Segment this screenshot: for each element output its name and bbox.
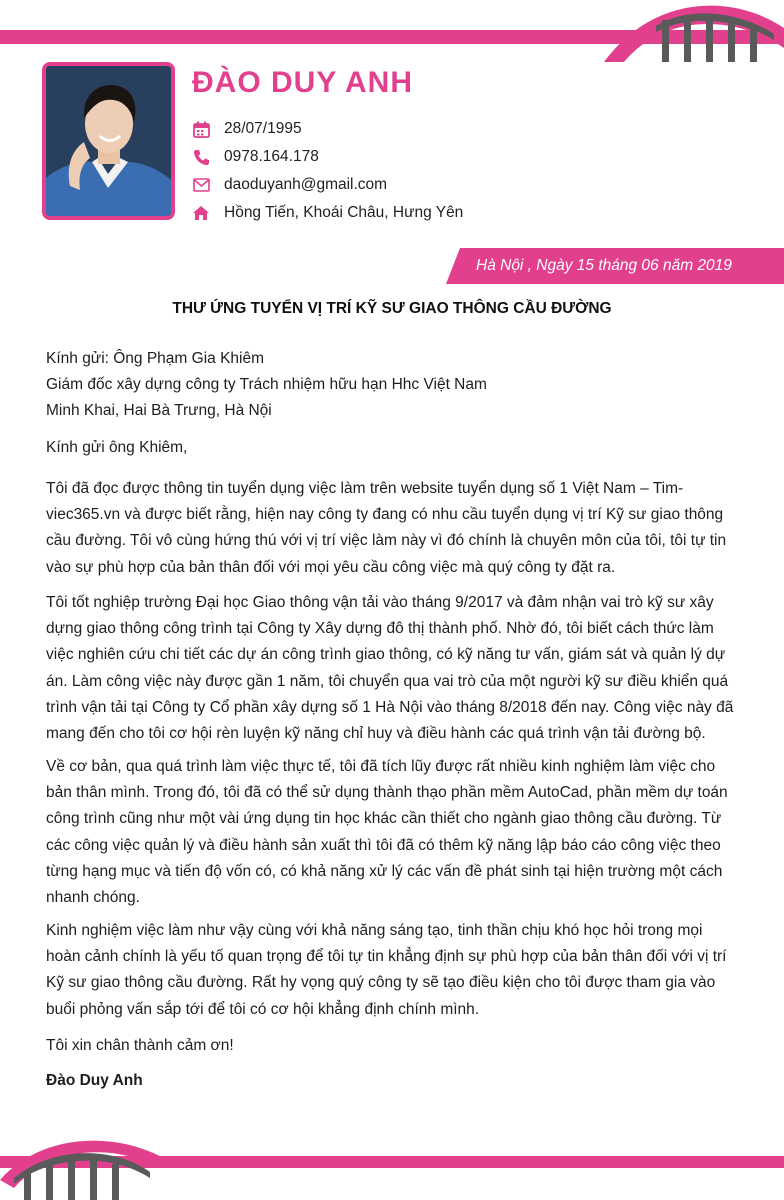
paragraph-line: vào sự phù hợp của bản thân đối với mọi yêu cầu công việc mà quý công ty đặt ra. (46, 558, 616, 576)
profile-photo (42, 62, 175, 220)
paragraph-line: các công việc quản lý và điều hành sản xuất thì tôi đã có thêm kỹ năng lập báo cáo công việc theo (46, 836, 721, 854)
paragraph-line: trình vận tải tại Công ty Cổ phần xây dựng số 1 Hà Nội vào tháng 8/2018 đến nay. Công việc này đã (46, 698, 734, 716)
paragraph-line: viec365.vn và được biết rằng, hiện nay công ty đang có nhu cầu tuyển dụng vị trí Kỹ sư giao thông (46, 506, 724, 524)
paragraph-line: dựng giao thông công trình tại Công ty Xây dựng đô thị thành phố. Nhờ đó, tôi biết cách thức làm (46, 620, 714, 638)
recipient-block (46, 346, 736, 425)
paragraph-line: Kinh nghiệm việc làm như vậy cùng với khả năng sáng tạo, tinh thần chịu khó học hỏi trong mọi (46, 922, 703, 939)
paragraph-1 (46, 476, 736, 581)
email-row (192, 174, 387, 196)
phone-icon (192, 148, 210, 166)
candidate-name: ĐÀO DUY ANH (192, 66, 414, 99)
paragraph-line: Về cơ bản, qua quá trình làm việc thực tế, tôi đã tích lũy được rất nhiều kinh nghiệm làm việc cho (46, 758, 716, 775)
paragraph-line: buổi phỏng vấn sắp tới để tôi có cơ hội khẳng định chính mình. (46, 1000, 480, 1018)
avatar-illustration (46, 66, 171, 216)
email-icon (192, 176, 210, 194)
phone-row (192, 146, 319, 168)
email-text[interactable]: daoduyanh@gmail.com (224, 176, 388, 193)
paragraph-line: từng hạng mục và tiến độ vốn có, có khả năng xử lý các vấn đề phát sinh tại hiện trường một cách (46, 862, 723, 880)
home-icon (192, 204, 210, 222)
paragraph-line: nhanh chóng. (46, 889, 140, 907)
letter-title: THƯ ỨNG TUYỂN VỊ TRÍ KỸ SƯ GIAO THÔNG CẦU ĐƯỜNG (172, 300, 612, 317)
phone-text[interactable]: 0978.164.178 (224, 148, 319, 165)
bridge-logo-top (584, 0, 784, 70)
signature: Đào Duy Anh (46, 1072, 143, 1089)
recipient-line: Minh Khai, Hai Bà Trưng, Hà Nội (46, 402, 272, 420)
paragraph-4 (46, 918, 736, 1023)
recipient-line: Giám đốc xây dựng công ty Trách nhiệm hữu hạn Hhc Việt Nam (46, 376, 487, 394)
paragraph-line: Tôi đã đọc được thông tin tuyển dụng việc làm trên website tuyển dụng số 1 Việt Nam – Tim- (46, 480, 684, 497)
salutation: Kính gửi ông Khiêm, (46, 439, 188, 456)
paragraph-line: cầu đường. Tôi vô cùng hứng thú với vị trí việc làm này vì đó chính là chuyên môn của tôi, tôi tự tin (46, 532, 727, 550)
calendar-icon (192, 120, 210, 138)
recipient-line: Kính gửi: Ông Phạm Gia Khiêm (46, 350, 265, 367)
birthdate-text: 28/07/1995 (224, 120, 302, 137)
paragraph-line: Tôi tốt nghiệp trường Đại học Giao thông vận tải vào tháng 9/2017 và đảm nhận vai trò kỹ sư xây (46, 594, 714, 611)
letter-date: Hà Nội , Ngày 15 tháng 06 năm 2019 (476, 257, 732, 274)
paragraph-line: Kỹ sư giao thông cầu đường. Rất hy vọng quý công ty sẽ tạo điều kiện cho tôi được tham gia vào (46, 974, 716, 992)
paragraph-line: mang đến cho tôi cơ hội rèn luyện kỹ năng chỉ huy và điều hành các quá trình vận tải đường bộ. (46, 725, 706, 743)
paragraph-line: việc nghiên cứu chi tiết các dự án công trình giao thông, có kỹ năng tư vấn, giám sát và quản lý dự (46, 646, 726, 664)
paragraph-line: bản thân mình. Trong đó, tôi đã có thể sử dụng thành thạo phần mềm AutoCad, phần mềm dự toán (46, 784, 728, 802)
paragraph-line: công trình cũng như một vài ứng dụng tin học khác cần thiết cho ngành giao thông cầu đường. Từ (46, 810, 722, 828)
paragraph-line: hoàn cảnh chính là yếu tố quan trọng để tôi tự tin khẳng định sự phù hợp của bản thân đối với vị trí (46, 948, 727, 966)
address-text: Hồng Tiến, Khoái Châu, Hưng Yên (224, 204, 464, 221)
birthdate-row (192, 118, 302, 140)
bridge-logo-bottom (0, 1128, 200, 1200)
paragraph-3 (46, 754, 736, 911)
closing-line: Tôi xin chân thành cảm ơn! (46, 1037, 234, 1054)
address-row (192, 202, 463, 224)
paragraph-line: án. Làm công việc này được gần 1 năm, tôi chuyển qua vai trò của một người kỹ sư điều khiển quá (46, 672, 729, 690)
paragraph-2 (46, 590, 736, 747)
